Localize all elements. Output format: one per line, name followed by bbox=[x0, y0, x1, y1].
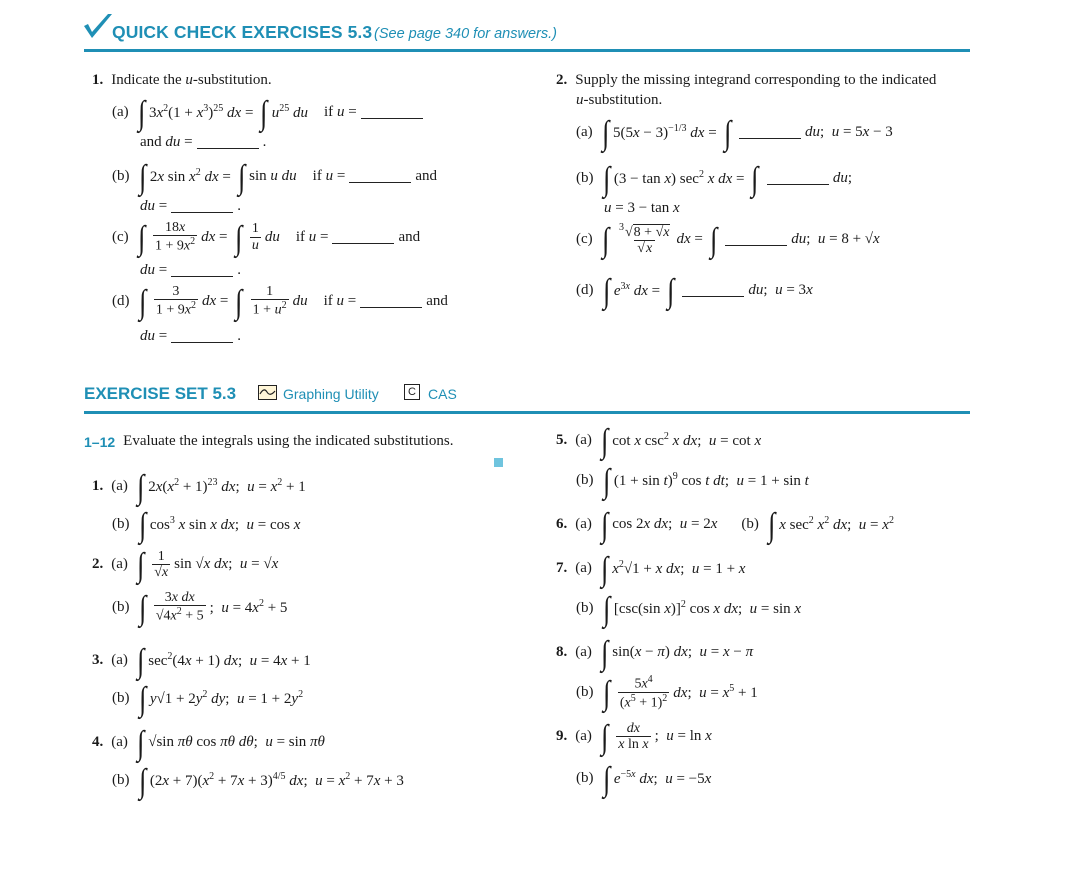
checkmark-icon bbox=[82, 12, 114, 42]
instructions: 1–12 Evaluate the integrals using the indicated substitutions. bbox=[84, 433, 454, 450]
exercise-set-title: EXERCISE SET 5.3 bbox=[84, 384, 237, 403]
qc1b-du: du = . bbox=[140, 198, 241, 214]
qc1d: (d) ∫ $\frac{3}{1 + 9x^2}$ dx = ∫ $\frac{1}{1 + u^2}$ du if u = and bbox=[112, 283, 448, 321]
ex8b: (b) ∫ $\frac{5x^4}{(x^5 + 1)^2}$ dx; $u = x^5 + 1$ bbox=[576, 674, 758, 712]
qc1a: (a) ∫ $3x^2(1 + x^3)^{25}$ dx = ∫ $u^{25}$ du if u = bbox=[112, 96, 427, 130]
graphing-utility-label: Graphing Utility bbox=[283, 386, 379, 402]
exercise-rule bbox=[84, 411, 970, 414]
ex2b: (b) ∫ $\frac{\text{3x dx}}{√4x^2 + 5}$ ; $u = 4x^2 + 5$ bbox=[112, 589, 288, 627]
ex7b: (b) ∫ [csc(sin x)]$^2$ cos x dx; u = sin x bbox=[576, 591, 802, 628]
header-rule bbox=[84, 49, 970, 52]
ex9a: 9. (a) ∫ $\frac{dx}{\text{x ln x}}$ ; u = ln x bbox=[556, 719, 712, 756]
marker-square bbox=[494, 458, 503, 467]
qc2a: (a) ∫ $5(5x - 3)^{-1/3}$ dx = ∫ du; u = 5x − 3 bbox=[576, 115, 893, 152]
ex2a: 2. (a) ∫ $\frac{1}{√x}$ sin √x dx; u = √x bbox=[92, 547, 279, 584]
qc1a-du: and du = . bbox=[140, 134, 267, 150]
qc1d-du: du = . bbox=[140, 328, 241, 344]
ex7a: 7. (a) ∫ $x^2√1 + x$ dx; u = 1 + x bbox=[556, 551, 746, 588]
qc1c: (c) ∫ $\frac{18x}{1 + 9x^2}$ dx = ∫ $\frac{1}{u}$ du if u = and bbox=[112, 219, 421, 257]
ex6: 6. (a) ∫ cos 2x dx; u = 2x (b) ∫ x $\sec^2 x^2$ dx; $u = x^2$ bbox=[556, 507, 894, 544]
ex4a: 4. (a) ∫ √sin πθ cos πθ dθ; u = sin πθ bbox=[92, 725, 325, 762]
ex9b: (b) ∫ $e^{-5x}$ dx; u = −5x bbox=[576, 761, 712, 798]
ex3a: 3. (a) ∫ $\sec^2(4x + 1)$ dx; u = 4x + 1 bbox=[92, 643, 311, 680]
ex8a: 8. (a) ∫ sin(x − π) dx; u = x − π bbox=[556, 635, 754, 672]
qc2d: (d) ∫ $e^{3x}$ dx = ∫ du; u = 3x bbox=[576, 273, 813, 310]
qc2b: (b) ∫ (3 − tan x) $\sec^2 x$ dx = ∫ du; bbox=[576, 161, 852, 198]
qc2c: (c) ∫ $\frac{^3√8 + √x}{√x}$ dx = ∫ du; u = 8 + √x bbox=[576, 221, 880, 259]
qc2-intro: 2. Supply the missing integrand corresponding to the indicated bbox=[556, 72, 937, 88]
qc1c-du: du = . bbox=[140, 262, 241, 278]
quick-check-title: QUICK CHECK EXERCISES 5.3 bbox=[112, 22, 373, 42]
ex1b: (b) ∫ $\cos^3 x$ sin x dx; u = cos x bbox=[112, 507, 301, 544]
ex4b: (b) ∫ $(2x + 7)(x^2 + 7x + 3)^{4/5}$ dx; $u = x^2 + 7x + 3$ bbox=[112, 763, 404, 800]
qc1-intro: 1. Indicate the u-substitution. bbox=[92, 72, 272, 88]
ex1a: 1. (a) ∫ $2x(x^2 + 1)^{23}$ dx; $u = x^2 + 1$ bbox=[92, 469, 306, 506]
ex5b: (b) ∫ $(1 + \sin t)^9$ cos t dt; u = 1 + sin t bbox=[576, 463, 809, 500]
cas-label: CAS bbox=[428, 386, 457, 402]
ex5a: 5. (a) ∫ cot x $\csc^2 x$ dx; u = cot x bbox=[556, 423, 762, 460]
qc1b: (b) ∫ 2x $\sin x^2$ dx = ∫ sin u du if u = and bbox=[112, 159, 437, 196]
qc2-intro-2: u-substitution. bbox=[576, 92, 663, 108]
ex3b: (b) ∫ $y√1 + 2y^2$ dy; $u = 1 + 2y^2$ bbox=[112, 681, 304, 718]
quick-check-subtitle: (See page 340 for answers.) bbox=[374, 26, 557, 42]
qc2b-u: u = 3 − tan x bbox=[604, 200, 680, 216]
cas-icon: C bbox=[404, 384, 420, 400]
graphing-utility-icon bbox=[258, 385, 277, 400]
